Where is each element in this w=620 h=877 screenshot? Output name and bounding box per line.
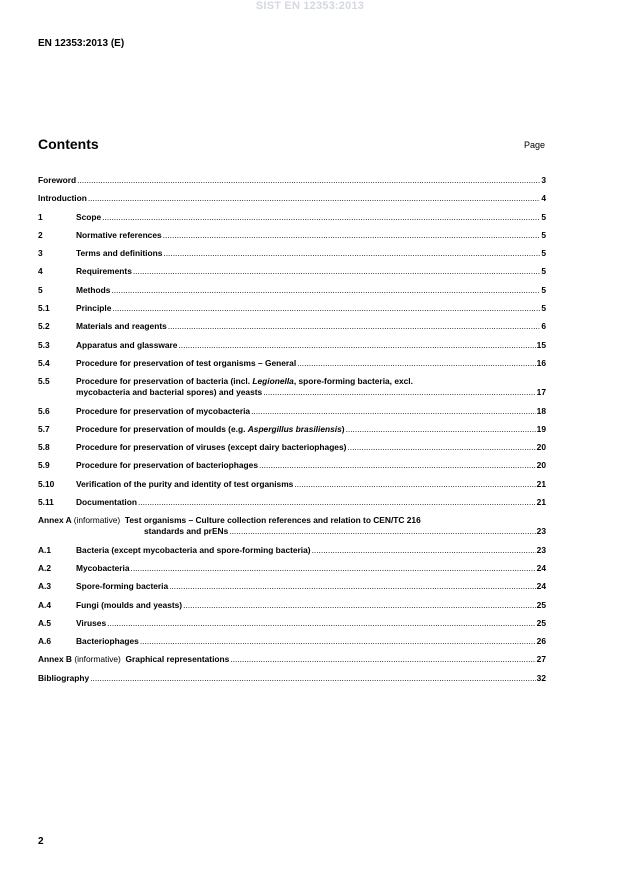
toc-entry-2[interactable] bbox=[38, 230, 546, 241]
toc-title: Methods bbox=[76, 284, 111, 295]
toc-page: 4 bbox=[541, 193, 546, 204]
toc-number: 5.1 bbox=[38, 303, 50, 314]
toc-number: A.3 bbox=[38, 581, 52, 592]
toc-page: 15 bbox=[536, 339, 546, 350]
toc-number: A.4 bbox=[38, 599, 52, 610]
toc-number: 5.4 bbox=[38, 357, 50, 368]
toc-entry-5-5[interactable] bbox=[38, 376, 546, 398]
toc-number: 5.2 bbox=[38, 321, 50, 332]
toc-entry-a-3[interactable] bbox=[38, 581, 546, 592]
toc-number: 4 bbox=[38, 266, 43, 277]
toc-title: Bibliography bbox=[38, 672, 90, 683]
toc-page: 5 bbox=[541, 211, 546, 222]
toc-entry-5-3[interactable] bbox=[38, 340, 546, 351]
annex-qualifier: (informative) bbox=[74, 654, 121, 665]
toc-number: A.2 bbox=[38, 562, 52, 573]
toc-entry-a-6[interactable] bbox=[38, 636, 546, 647]
page-number: 2 bbox=[38, 836, 44, 847]
toc-title: Procedure for preservation of mycobacteria bbox=[76, 405, 251, 416]
toc-page: 16 bbox=[536, 357, 546, 368]
toc-title-line2: mycobacteria and bacterial spores) and yeasts bbox=[76, 387, 263, 398]
toc-page: 25 bbox=[536, 617, 546, 628]
toc-entry-5-8[interactable] bbox=[38, 442, 546, 453]
toc-page: 17 bbox=[536, 387, 546, 398]
toc-entry-a-5[interactable] bbox=[38, 618, 546, 629]
toc-title-line2: standards and prENs bbox=[144, 526, 229, 537]
toc-title: Foreword bbox=[38, 175, 77, 185]
toc-entry-a-1[interactable] bbox=[38, 545, 546, 556]
toc-entry-3[interactable] bbox=[38, 248, 546, 259]
toc-number: 5.3 bbox=[38, 339, 50, 350]
toc-page: 25 bbox=[536, 599, 546, 610]
toc-title: Terms and definitions bbox=[76, 248, 163, 259]
toc-page: 5 bbox=[541, 229, 546, 240]
toc-number: 5.7 bbox=[38, 423, 50, 434]
toc-title: Normative references bbox=[76, 229, 162, 240]
toc-entry-4[interactable] bbox=[38, 266, 546, 277]
toc-entry-5-4[interactable] bbox=[38, 358, 546, 369]
toc-number: A.6 bbox=[38, 636, 52, 647]
toc-title: Documentation bbox=[76, 497, 137, 508]
toc-page: 18 bbox=[536, 405, 546, 416]
toc-page: 26 bbox=[536, 636, 546, 647]
toc-number: 1 bbox=[38, 211, 43, 222]
toc-title: Mycobacteria bbox=[76, 562, 130, 573]
toc-page: 20 bbox=[536, 460, 546, 471]
annex-label: Annex A bbox=[38, 515, 72, 526]
toc-entry-5-10[interactable] bbox=[38, 479, 546, 490]
toc-number: 5.11 bbox=[38, 497, 54, 508]
toc-title: Spore-forming bacteria bbox=[76, 581, 169, 592]
annex-qualifier: (informative) bbox=[73, 515, 121, 526]
toc-number: 3 bbox=[38, 248, 43, 259]
toc-entry-1[interactable] bbox=[38, 212, 546, 223]
toc-page: 5 bbox=[541, 266, 546, 277]
toc-title: Apparatus and glassware bbox=[76, 339, 178, 350]
toc-entry-a-2[interactable] bbox=[38, 563, 546, 574]
toc-title: Materials and reagents bbox=[76, 321, 167, 332]
toc-entry-annex-b[interactable] bbox=[38, 654, 546, 665]
toc-number: 5.6 bbox=[38, 405, 50, 416]
toc-entry-introduction[interactable] bbox=[38, 193, 546, 204]
toc-entry-5-1[interactable] bbox=[38, 303, 546, 314]
toc-entry-5-9[interactable] bbox=[38, 460, 546, 471]
toc-number: 5 bbox=[38, 284, 43, 295]
toc-number: 5.9 bbox=[38, 460, 50, 471]
toc-title-line1: Procedure for preservation of bacteria (incl. Legionella, spore-forming bacteria, excl. bbox=[76, 376, 413, 387]
toc-title: Viruses bbox=[76, 617, 107, 628]
table-of-contents bbox=[38, 175, 546, 691]
toc-page: 23 bbox=[536, 526, 546, 537]
toc-page: 21 bbox=[536, 497, 546, 508]
toc-page: 32 bbox=[536, 672, 546, 683]
toc-title: Introduction bbox=[38, 193, 87, 204]
toc-title: Procedure for preservation of viruses (except dairy bacteriophages) bbox=[76, 442, 347, 453]
toc-page: 24 bbox=[536, 562, 546, 573]
toc-title: Fungi (moulds and yeasts) bbox=[76, 599, 183, 610]
page-column-label: Page bbox=[523, 140, 545, 150]
toc-page: 5 bbox=[541, 284, 546, 295]
toc-number: 5.8 bbox=[38, 442, 50, 453]
toc-number: A.5 bbox=[38, 617, 52, 628]
toc-title: Bacteriophages bbox=[76, 636, 139, 647]
toc-title: Procedure for preservation of test organisms – General bbox=[76, 357, 297, 368]
toc-page: 5 bbox=[541, 248, 546, 259]
toc-title: Procedure for preservation of moulds (e.g. Aspergillus brasiliensis) bbox=[76, 423, 345, 434]
toc-title: Principle bbox=[76, 303, 112, 314]
toc-entry-5-11[interactable] bbox=[38, 497, 546, 508]
toc-page: 24 bbox=[536, 581, 546, 592]
toc-page: 19 bbox=[536, 423, 546, 434]
toc-number: 5.10 bbox=[38, 478, 55, 489]
toc-number: A.1 bbox=[38, 544, 52, 555]
toc-entry-5-2[interactable] bbox=[38, 321, 546, 332]
toc-title: Requirements bbox=[76, 266, 132, 277]
toc-title: Bacteria (except mycobacteria and spore-forming bacteria) bbox=[76, 544, 311, 555]
document-id: EN 12353:2013 (E) bbox=[38, 38, 125, 49]
watermark: SIST EN 12353:2013 bbox=[255, 0, 365, 12]
toc-entry-a-4[interactable] bbox=[38, 600, 546, 611]
contents-heading: Contents bbox=[38, 136, 99, 152]
toc-title-line1: Annex A (informative) Test organisms – Culture collection references and relation to CEN/TC 216 bbox=[38, 515, 421, 526]
toc-page: 3 bbox=[541, 175, 546, 185]
toc-page: 20 bbox=[536, 442, 546, 453]
toc-entry-5[interactable] bbox=[38, 285, 546, 296]
toc-entry-bibliography[interactable] bbox=[38, 673, 546, 684]
toc-entry-5-6[interactable] bbox=[38, 406, 546, 417]
toc-page: 21 bbox=[536, 478, 546, 489]
toc-number: 2 bbox=[38, 229, 43, 240]
toc-entry-foreword[interactable] bbox=[38, 175, 546, 186]
toc-title: Annex B (informative) Graphical representations bbox=[38, 654, 230, 665]
toc-page: 27 bbox=[536, 654, 546, 665]
toc-page: 23 bbox=[536, 544, 546, 555]
toc-page: 6 bbox=[541, 321, 546, 332]
toc-title: Verification of the purity and identity of test organisms bbox=[76, 478, 294, 489]
toc-title: Procedure for preservation of bacteriophages bbox=[76, 460, 258, 471]
annex-label: Annex B bbox=[38, 654, 72, 665]
toc-number: 5.5 bbox=[38, 376, 50, 387]
toc-title: Scope bbox=[76, 211, 102, 222]
toc-entry-5-7[interactable] bbox=[38, 424, 546, 435]
toc-page: 5 bbox=[541, 303, 546, 314]
toc-entry-annex-a[interactable] bbox=[38, 515, 546, 537]
